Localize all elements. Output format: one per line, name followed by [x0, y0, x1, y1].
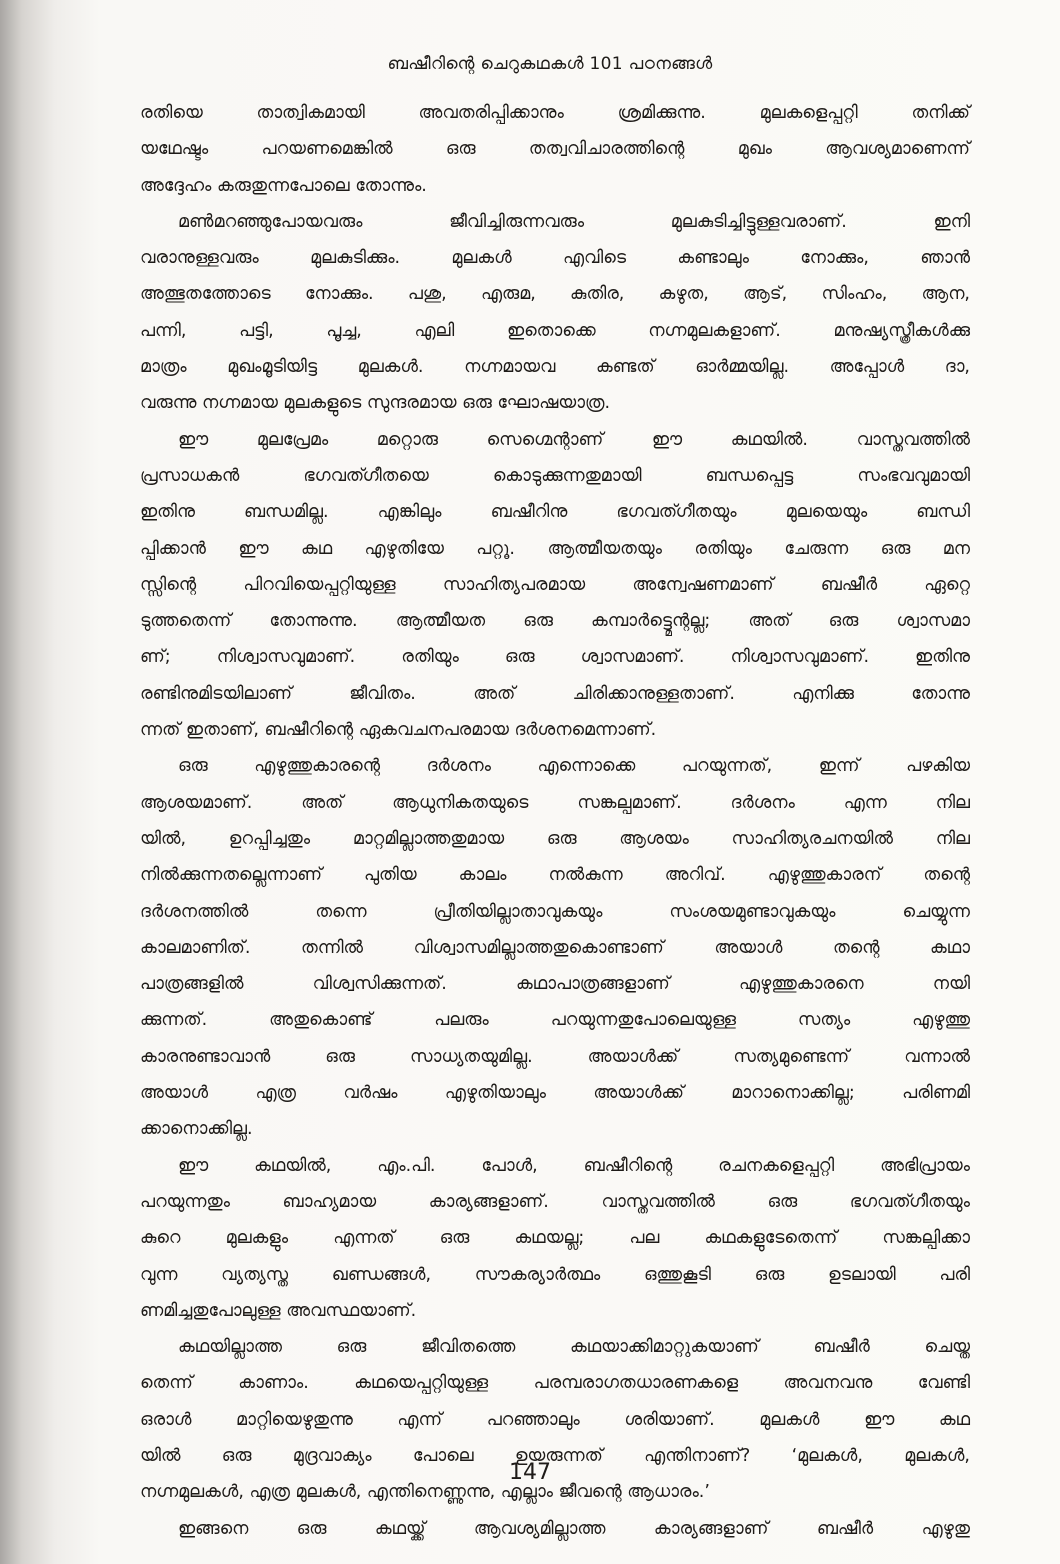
text-line: ഒരു എഴുത്തുകാരന്റെ ദർശനം എന്നൊക്കെ പറയുന്നത്, ഇന്ന് പഴകിയ: [178, 756, 970, 777]
text-line: അത്ഭുതത്തോടെ നോക്കും. പശു, എരുമ, കുതിര, കഴുത, ആട്, സിംഹം, ആന,: [140, 284, 970, 305]
paragraph: [140, 422, 970, 749]
text-line: കുറെ മുലകളും എന്നത് ഒരു കഥയല്ല; പല കഥകളുടേതെന്ന് സങ്കല്പിക്കാ: [140, 1228, 970, 1249]
text-line: യിൽ, ഉറപ്പിച്ചതും മാറ്റമില്ലാത്തതുമായ ഒരു ആശയം സാഹിത്യരചനയിൽ നില: [140, 828, 970, 849]
text-line: ഇതിനു ബന്ധമില്ല. എങ്കിലും ബഷീറിനു ഭഗവത്ഗീതയും മുലയെയും ബന്ധി: [140, 502, 970, 523]
text-line: വരാനുള്ളവരും മുലകുടിക്കും. മുലകൾ എവിടെ കണ്ടാലും നോക്കും, ഞാൻ: [140, 248, 970, 269]
text-line: പന്നി, പട്ടി, പൂച്ച, എലി ഇതൊക്കെ നഗ്നമുലകളാണ്. മനുഷ്യസ്ത്രീകൾക്കു: [140, 320, 970, 341]
text-line: മാത്രം മുഖംമൂടിയിട്ട മുലകൾ. നഗ്നമായവ കണ്ടത് ഓർമ്മയില്ല. അപ്പോൾ ദാ,: [140, 357, 970, 378]
paragraph: [140, 95, 970, 204]
text-line: പാത്രങ്ങളിൽ വിശ്വസിക്കുന്നത്. കഥാപാത്രങ്ങളാണ് എഴുത്തുകാരനെ നയി: [140, 974, 970, 995]
text-line: ഇങ്ങനെ ഒരു കഥയ്ക്ക് ആവശ്യമില്ലാത്ത കാര്യങ്ങളാണ് ബഷീർ എഴുതു: [178, 1518, 970, 1539]
text-line: വുന്ന വ്യത്യസ്ത ഖണ്ഡങ്ങൾ, സൗകര്യാർത്ഥം ഒത്തുകൂടി ഒരു ഉടലായി പരി: [140, 1264, 970, 1285]
text-line: ന്നത് ഇതാണ്, ബഷീറിന്റെ ഏകവചനപരമായ ദർശനമെന്നാണ്.: [140, 720, 657, 741]
page-number: 147: [509, 1460, 551, 1485]
text-line: ണ്; നിശ്വാസവുമാണ്. രതിയും ഒരു ശ്വാസമാണ്. നിശ്വാസവുമാണ്. ഇതിനു: [140, 647, 970, 668]
paragraph: [140, 1148, 970, 1329]
text-line: യഥേഷ്ടം പറയണമെങ്കിൽ ഒരു തത്വവിചാരത്തിന്റെ മുഖം ആവശ്യമാണെന്ന്: [140, 139, 970, 160]
text-line: ദർശനത്തിൽ തന്നെ പ്രീതിയില്ലാതാവുകയും സംശയമുണ്ടാവുകയും ചെയ്യുന്ന: [140, 901, 970, 922]
text-line: തെന്ന് കാണാം. കഥയെപ്പറ്റിയുള്ള പരമ്പരാഗതധാരണകളെ അവനവനു വേണ്ടി: [140, 1373, 970, 1394]
paragraph: [140, 1511, 970, 1547]
paragraph: [140, 748, 970, 1147]
text-line: കാലമാണിത്. തന്നിൽ വിശ്വാസമില്ലാത്തതുകൊണ്ടാണ് അയാൾ തന്റെ കഥാ: [140, 937, 970, 958]
text-line: ആശയമാണ്. അത് ആധുനികതയുടെ സങ്കല്പമാണ്. ദർശനം എന്ന നില: [140, 792, 970, 813]
text-line: പറയുന്നതും ബാഹ്യമായ കാര്യങ്ങളാണ്. വാസ്തവത്തിൽ ഒരു ഭഗവത്ഗീതയും: [140, 1191, 970, 1212]
body-text: [140, 95, 970, 1547]
text-line: അയാൾ എത്ര വർഷം എഴുതിയാലും അയാൾക്ക് മാറാനൊക്കില്ല; പരിണമി: [140, 1083, 970, 1104]
text-line: പ്രസാധകൻ ഭഗവത്ഗീതയെ കൊടുക്കുന്നതുമായി ബന്ധപ്പെട്ട സംഭവവുമായി: [140, 465, 970, 486]
text-line: ക്കാനൊക്കില്ല.: [140, 1119, 253, 1140]
paragraph: [140, 204, 970, 422]
text-line: കാരനുണ്ടാവാൻ ഒരു സാധ്യതയുമില്ല. അയാൾക്ക് സത്യമുണ്ടെന്ന് വന്നാൽ: [140, 1046, 970, 1067]
running-head: ബഷീറിന്റെ ചെറുകഥകൾ 101 പഠനങ്ങൾ: [387, 54, 713, 74]
text-line: ണമിച്ചതുപോലുള്ള അവസ്ഥയാണ്.: [140, 1300, 417, 1321]
text-line: ഈ കഥയിൽ, എം.പി. പോൾ, ബഷീറിന്റെ രചനകളെപ്പറ്റി അഭിപ്രായം: [178, 1155, 970, 1176]
text-line: ഒരാൾ മാറ്റിയെഴുതുന്നു എന്ന് പറഞ്ഞാലും ശരിയാണ്. മുലകൾ ഈ കഥ: [140, 1409, 970, 1430]
text-line: സ്സിന്റെ പിറവിയെപ്പറ്റിയുള്ള സാഹിത്യപരമായ അന്വേഷണമാണ് ബഷീർ ഏറ്റെ: [140, 574, 970, 595]
text-line: കഥയില്ലാത്ത ഒരു ജീവിതത്തെ കഥയാക്കിമാറ്റുകയാണ് ബഷീർ ചെയ്ത: [178, 1337, 970, 1358]
text-line: വരുന്നു നഗ്നമായ മുലകളുടെ സുന്ദരമായ ഒരു ഘോഷയാത്ര.: [140, 393, 611, 414]
text-line: രതിയെ താത്വികമായി അവതരിപ്പിക്കാനും ശ്രമിക്കുന്നു. മുലകളെപ്പറ്റി തനിക്ക്: [140, 103, 970, 123]
text-line: ടുത്തതെന്ന് തോന്നുന്നു. ആത്മീയത ഒരു കമ്പാർട്ട്മെന്റല്ല; അത് ഒരു ശ്വാസമാ: [140, 611, 970, 632]
text-line: മൺമറഞ്ഞുപോയവരും ജീവിച്ചിരുന്നവരും മുലകുടിച്ചിട്ടുള്ളവരാണ്. ഇനി: [178, 211, 970, 232]
text-line: അദ്ദേഹം കരുതുന്നപോലെ തോന്നും.: [140, 175, 427, 196]
text-line: യിൽ ഒരു മുദ്രവാക്യം പോലെ ഉയരുന്നത് എന്തിനാണ്? ‘മുലകൾ, മുലകൾ,: [140, 1445, 970, 1466]
text-line: ക്കുന്നത്. അതുകൊണ്ട് പലരും പറയുന്നതുപോലെയുള്ള സത്യം എഴുത്തു: [140, 1010, 970, 1031]
text-line: ഈ മുലപ്രേമം മറ്റൊരു സെഗ്മെന്റാണ് ഈ കഥയിൽ. വാസ്തവത്തിൽ: [178, 429, 970, 450]
text-line: പ്പിക്കാൻ ഈ കഥ എഴുതിയേ പറ്റൂ. ആത്മീയതയും രതിയും ചേരുന്ന ഒരു മന: [140, 538, 970, 559]
text-line: രണ്ടിനുമിടയിലാണ് ജീവിതം. അത് ചിരിക്കാനുള്ളതാണ്. എനിക്കു തോന്നു: [140, 683, 970, 704]
text-line: നഗ്നമുലകൾ, എത്ര മുലകൾ, എന്തിനെണ്ണുന്നു, എല്ലാം ജീവന്റെ ആധാരം.’: [140, 1482, 710, 1503]
text-line: നിൽക്കുന്നതല്ലെന്നാണ് പുതിയ കാലം നൽകുന്ന അറിവ്. എഴുത്തുകാരന് തന്റെ: [140, 865, 970, 886]
